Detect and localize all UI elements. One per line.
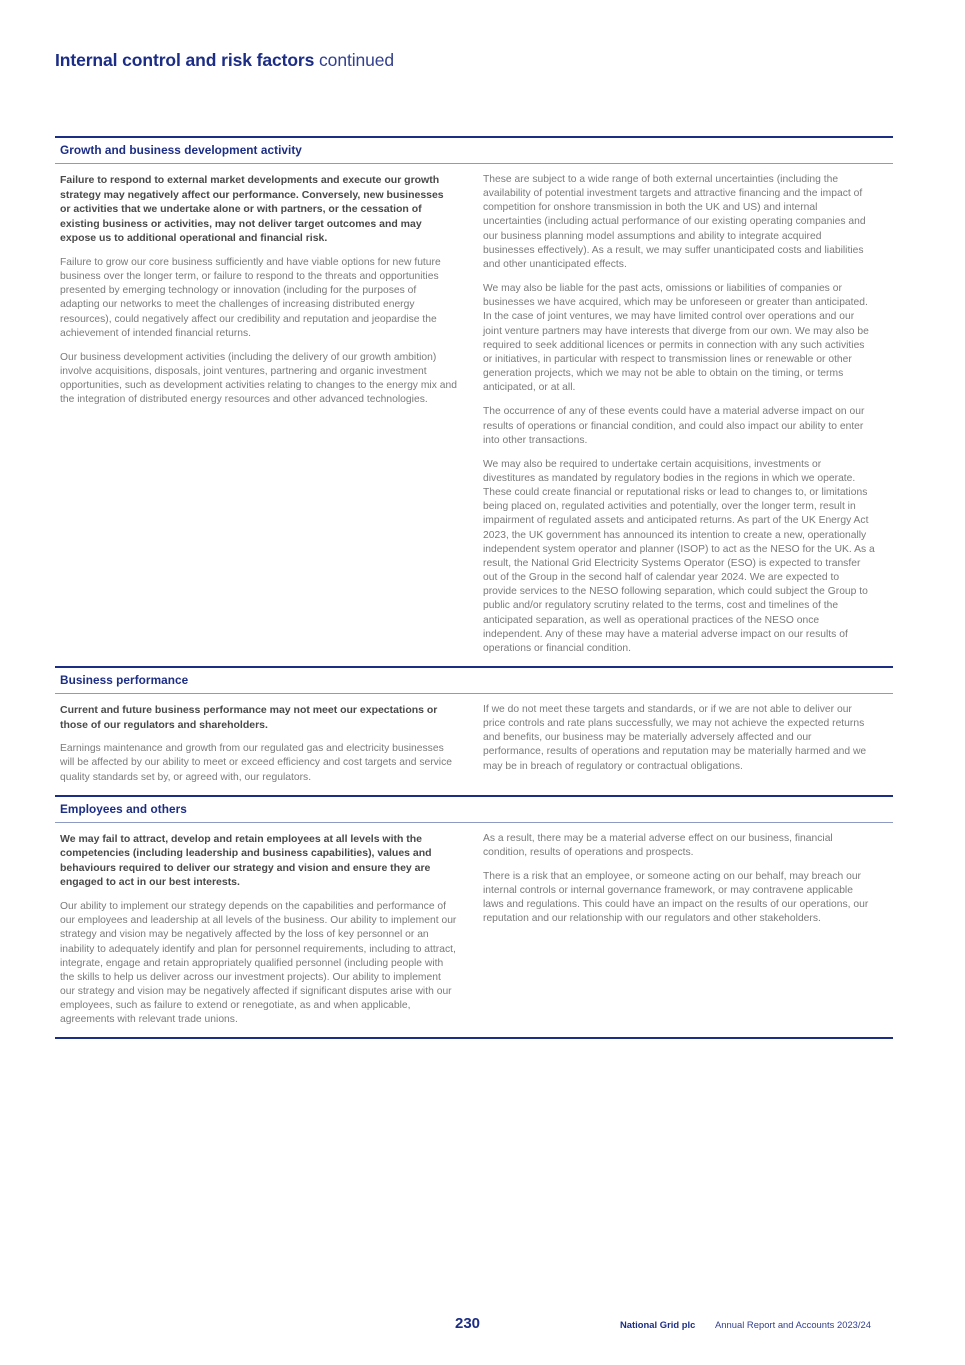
report-title: Annual Report and Accounts 2023/24 xyxy=(715,1319,872,1330)
body-paragraph: As a result, there may be a material adverse effect on our business, financial condition, results of operations and prospects. xyxy=(483,832,833,858)
section-growth-and-business-development-activity xyxy=(55,136,893,666)
section-columns xyxy=(55,694,893,795)
body-paragraph: Earnings maintenance and growth from our regulated gas and electricity businesses will be affected by our ability to meet or exceed efficiency and cost targets and service quality standards set by, or agreed with, our regulators. xyxy=(60,743,453,783)
column-left xyxy=(55,703,477,785)
section-columns xyxy=(55,164,893,666)
risk-statement: Failure to respond to external market developments and execute our growth strategy may negatively affect our performance. Conversely, new businesses or activities that we undertake alone or with partners, or the cessation of existing business or activities, may not deliver target outcomes and may expose us to additional operational and financial risk. xyxy=(60,174,444,245)
body-paragraph: We may also be liable for the past acts, omissions or liabilities of companies or businesses we have acquired, which may be unforeseen or greater than anticipated. In the case of joint ventures, we may have limited control over operations and our joint venture partners may have interests that diverge from our own. We may also be required to seek additional licences or permits in connection with any such activities or initiatives, in particular with respect to transmission lines or renewable or other generation projects, which we may not be able to obtain on the timing, or terms anticipated, or at all. xyxy=(483,283,869,394)
body-paragraph: There is a risk that an employee, or someone acting on our behalf, may breach our internal controls or internal governance framework, or may contravene applicable laws and regulations. This could have an impact on the results of our operations, our reputation and our relationship with our regulators and other stakeholders. xyxy=(483,870,869,925)
section-columns xyxy=(55,823,893,1038)
company-name: National Grid plc xyxy=(620,1319,696,1330)
column-left xyxy=(55,832,477,1028)
section-business-performance xyxy=(55,666,893,795)
body-paragraph: We may also be required to undertake certain acquisitions, investments or divestitures as mandated by regulatory bodies in the regions in which we operate. These could create financial or reputational risks or lead to changes to, or limitations being placed on, regulated activities and potentially, over the longer term, result in impairment of regulated assets and anticipated returns. As part of the UK Energy Act 2023, the UK government has announced its intention to create a new, operationally independent system operator and planner (ISOP) to act as the NESO for the UK. As a result, the National Grid Electricity Systems Operator (ESO) is expected to transfer out of the Group in the second half of calendar year 2024. We are expected to provide services to the NESO following separation, which could subject the Group to public and/or regulatory scrutiny related to the terms, cost and timelines of the anticipated separation, as well as operational practices of the NESO once independent. Any of these may have a material adverse impact on our results of operations or financial condition. xyxy=(483,458,875,654)
column-right xyxy=(477,173,893,656)
section-heading: Growth and business development activity xyxy=(60,143,302,157)
body-paragraph: These are subject to a wide range of both external uncertainties (including the availability of potential investment targets and attractive financing and the impact of competition for onshore transmission in both the UK and US) and internal uncertainties (including actual performance of our existing operating companies and our business planning model assumptions and ability to integrate acquired businesses effectively). As a result, we may suffer unanticipated costs and liabilities and other unanticipated effects. xyxy=(483,174,866,270)
page-footer xyxy=(0,1315,965,1339)
body-paragraph: Our ability to implement our strategy depends on the capabilities and performance of our employees and leadership at all levels of the business. Our ability to implement our strategy and vision may be negatively affected by the loss of key personnel or an inability to adequately identify and plan for personnel requirements, including to attract, integrate, engage and retain appropriately qualified personnel (including people with the skills to help us deliver across our investment projects). Our ability to implement our strategy and vision may be negatively affected if significant disputes arise with our employees, such as failure to extend or renegotiate, as and when applicable, agreements with relevant trade unions. xyxy=(60,901,457,1026)
page-title-continued: continued xyxy=(319,50,395,70)
risk-statement: Current and future business performance may not meet our expectations or those of our regulators and shareholders. xyxy=(60,704,438,731)
body-paragraph: Failure to grow our core business sufficiently and have viable options for new future business over the longer term, or failure to respond to the threats and opportunities presented by emerging technology or innovation (including for the purposes of adapting our networks to meet the challenges of increasing distributed energy resources), could negatively affect our credibility and reputation and jeopardise the achievement of intended financial returns. xyxy=(60,256,441,339)
column-right xyxy=(477,703,893,785)
page-title-main: Internal control and risk factors xyxy=(55,50,315,70)
section-employees-and-others xyxy=(55,795,893,1040)
body-paragraph: The occurrence of any of these events could have a material adverse impact on our results of operations or financial condition, and could also impact our ability to enter into other transactions. xyxy=(483,406,865,446)
risk-statement: We may fail to attract, develop and retain employees at all levels with the competencies (including leadership and business capabilities), values and behaviours required to deliver our strategy and vision and ensure they are engaged to act in our best interests. xyxy=(60,832,432,889)
body-paragraph: If we do not meet these targets and standards, or if we are not able to deliver our price controls and rate plans successfully, we may not achieve the expected returns and benefits, our business may be materially adversely affected and our performance, results of operations and reputation may be materially harmed and we may be in breach of regulatory or contractual obligations. xyxy=(483,704,867,772)
section-heading: Business performance xyxy=(60,673,189,687)
column-left xyxy=(55,173,477,656)
page-number: 230 xyxy=(455,1315,481,1332)
section-heading: Employees and others xyxy=(60,801,187,816)
body-paragraph: Our business development activities (including the delivery of our growth ambition) involve acquisitions, disposals, joint ventures, partnering and organic investment opportunities, such as development activities relating to changes to the energy mix and the integration of distributed energy resources and other advanced technologies. xyxy=(60,351,457,406)
page-title xyxy=(55,50,394,71)
section-rule-bottom xyxy=(55,1037,893,1039)
risk-factors-content xyxy=(55,136,893,1039)
column-right xyxy=(477,832,893,1028)
